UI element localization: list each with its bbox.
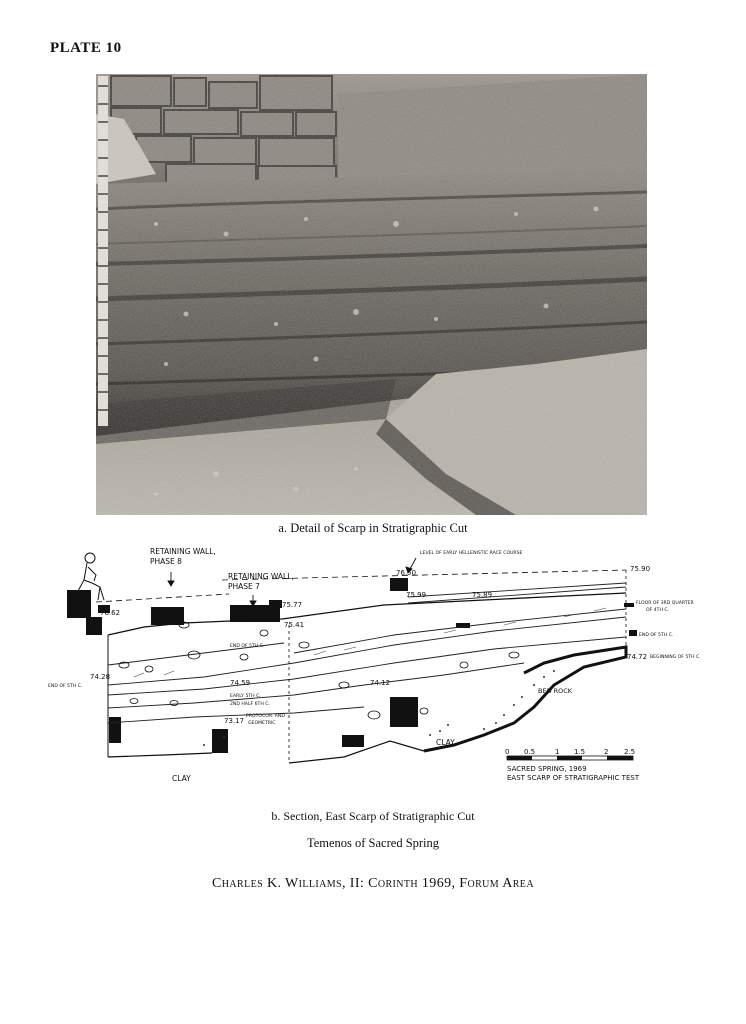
label-beginning-5th: BEGINNING OF 5TH C. <box>650 655 701 660</box>
elev-7428: 74.28 <box>90 673 111 681</box>
label-end-5th-right: END OF 5TH C. <box>639 633 674 638</box>
plate-label: PLATE 10 <box>50 40 122 56</box>
label-early-5th: EARLY 5TH C. <box>230 694 261 699</box>
label-clay-right: CLAY <box>436 738 455 747</box>
scale-tick-1: 1 <box>555 748 560 756</box>
label-phase-7: PHASE 7 <box>228 582 260 591</box>
caption-a: a. Detail of Scarp in Stratigraphic Cut <box>278 521 468 535</box>
elev-7541: 75.41 <box>284 621 305 629</box>
elev-7599: 75.99 <box>406 591 427 599</box>
elev-7472: 74.72 <box>627 653 648 661</box>
scarp-photograph <box>96 74 647 515</box>
scale-tick-05: 0.5 <box>524 748 536 756</box>
elev-7590: 75.90 <box>630 565 651 573</box>
caption-b: b. Section, East Scarp of Stratigraphic Cut <box>271 809 475 823</box>
label-phase-8: PHASE 8 <box>150 557 182 566</box>
label-floor-3rd-quarter-1: FLOOR OF 3RD QUARTER <box>636 601 694 606</box>
scale-tick-0: 0 <box>505 748 510 756</box>
caption-author: Charles K. Williams, II: Corinth 1969, Forum Area <box>212 876 534 891</box>
scale-tick-2: 2 <box>604 748 609 756</box>
elev-7577: 75.77 <box>282 601 303 609</box>
label-2nd-half-6th: 2ND HALF 6TH C. <box>230 702 270 707</box>
caption-subtitle: Temenos of Sacred Spring <box>306 836 440 850</box>
label-floor-3rd-quarter-2: OF 4TH C. <box>646 608 670 613</box>
label-clay-left: CLAY <box>172 774 191 783</box>
elev-7650: 76.50 <box>396 569 417 577</box>
label-race-course: LEVEL OF EARLY HELLENISTIC RACE COURSE <box>420 551 523 556</box>
elev-7662: 76.62 <box>100 609 121 617</box>
label-retaining-wall-8: RETAINING WALL, <box>150 547 216 556</box>
label-end-5th-left: END OF 5TH C. <box>48 684 83 689</box>
scale-title-2: EAST SCARP OF STRATIGRAPHIC TEST <box>507 774 640 782</box>
label-end-5th-mid: END OF 5TH C. <box>230 644 265 649</box>
scale-title-1: SACRED SPRING, 1969 <box>507 765 587 773</box>
section-drawing <box>44 545 704 790</box>
elev-7412: 74.12 <box>370 679 391 687</box>
label-protocor-1: PROTOCOR. AND <box>246 714 285 719</box>
elev-7317: 73.17 <box>224 717 245 725</box>
elev-7459: 74.59 <box>230 679 251 687</box>
scale-tick-15: 1.5 <box>574 748 586 756</box>
elev-7589: 75.89 <box>472 591 493 599</box>
wall-foundations <box>67 578 637 753</box>
label-retaining-wall-7: RETAINING WALL, <box>228 572 294 581</box>
label-bedrock: BED ROCK <box>538 687 573 695</box>
label-protocor-2: GEOMETRIC <box>248 721 276 726</box>
scale-bar <box>507 756 633 760</box>
scale-tick-25: 2.5 <box>624 748 636 756</box>
